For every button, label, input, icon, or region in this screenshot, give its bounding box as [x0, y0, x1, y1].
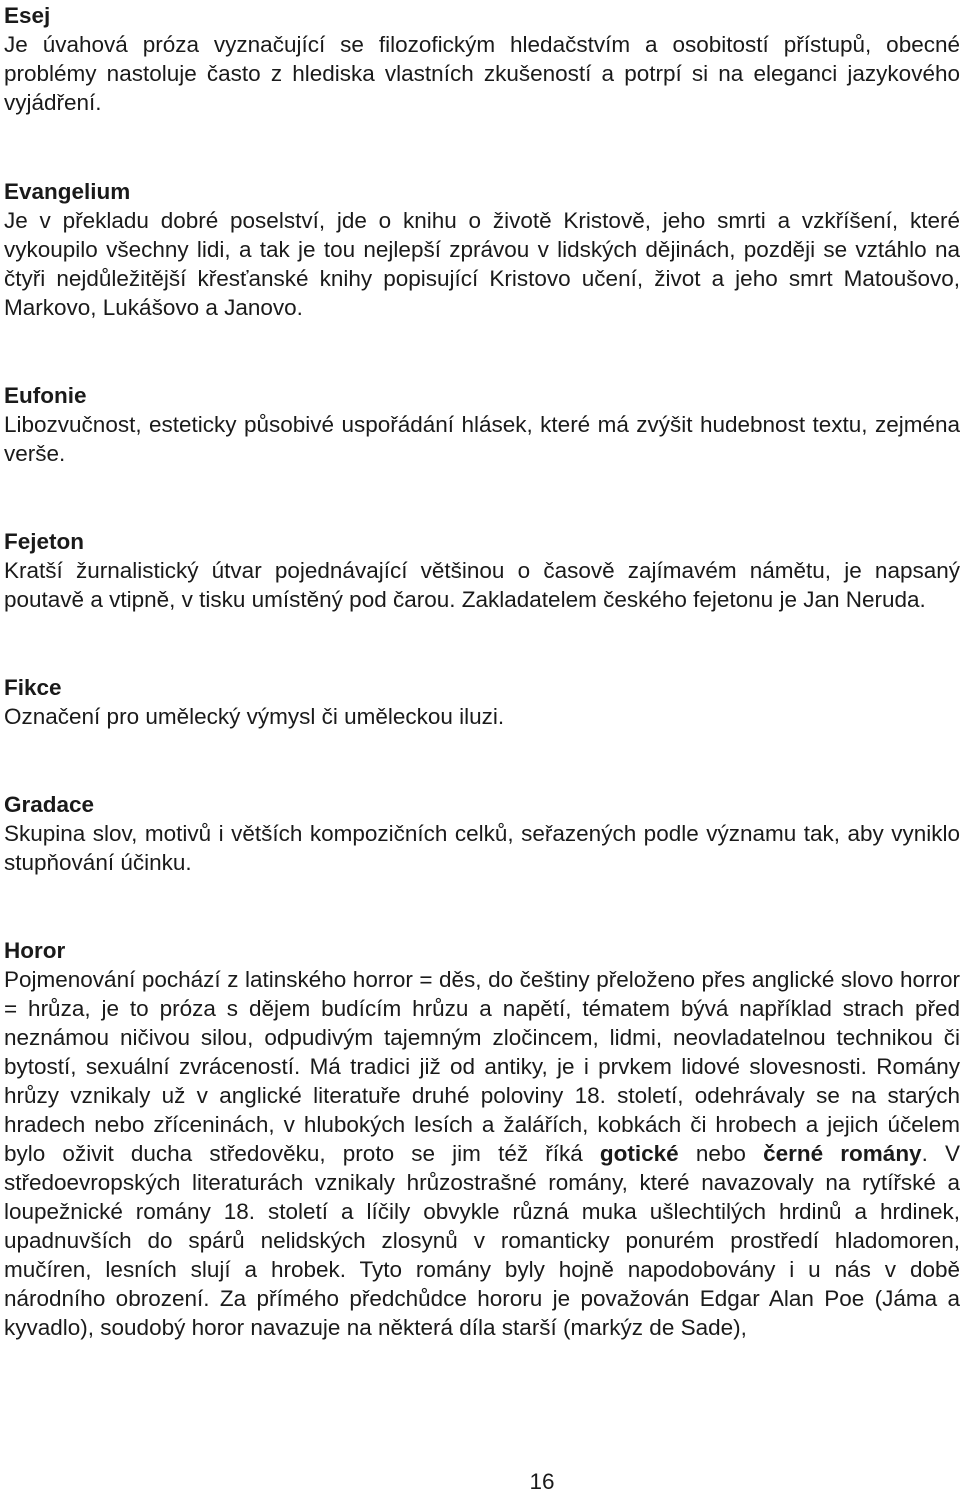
entry-definition: Libozvučnost, esteticky působivé uspořádání hlásek, které má zvýšit hudebnost textu, zejména verše.	[4, 412, 960, 466]
entry-eufonie	[4, 380, 960, 468]
entry-definition: Kratší žurnalistický útvar pojednávající většinou o časově zajímavém námětu, je napsaný poutavě a vtipně, v tisku umístěný pod čarou. Zakladatelem českého fejetonu je Jan Neruda.	[4, 558, 960, 612]
entry-definition: Je úvahová próza vyznačující se filozofickým hledačstvím a osobitostí přístupů, obecné problémy nastoluje často z hlediska vlastních zkušeností a potrpí si na eleganci jazykového vyjádření.	[4, 32, 960, 115]
entry-term: Evangelium	[4, 179, 131, 204]
glossary-page	[4, 0, 960, 1342]
definition-text: . V středoevropských literaturách vznikaly hrůzostrašné romány, které navazovaly na rytířské a loupežnické romány 18. století a líčily obvykle různá muka ušlechtilých hrdinů a hrdinek, upadnuvších do spárů nelidských zlosynů v romanticky ponurém prostředí hladomoren, mučíren, lesních slují a hrobek. Tyto romány byly hojně napodobovány i u nás v době národního obrození. Za přímého předchůdce hororu je považován Edgar Alan Poe (Jáma a kyvadlo), soudobý horor navazuje na některá díla starší (markýz de Sade),	[4, 1141, 960, 1340]
entry-definition: Označení pro umělecký výmysl či uměleckou iluzi.	[4, 704, 505, 729]
entry-term: Esej	[4, 3, 51, 28]
entry-term: Fejeton	[4, 529, 85, 554]
page-number: 16	[529, 1469, 555, 1494]
entry-definition	[4, 965, 960, 1342]
entry-definition: Je v překladu dobré poselství, jde o knihu o životě Kristově, jeho smrti a vzkříšení, které vykoupilo všechny lidi, a tak je tou nejlepší zprávou v lidských dějinách, později se vztáhlo na čtyři nejdůležitější křesťanské knihy popisující Kristovo učení, život a jeho smrt Matoušovo, Markovo, Lukášovo a Janovo.	[4, 208, 960, 320]
entry-fikce	[4, 672, 960, 731]
emphasis-gothic: gotické	[599, 1141, 679, 1166]
entry-definition: Skupina slov, motivů i větších kompozičních celků, seřazených podle významu tak, aby vyniklo stupňování účinku.	[4, 821, 960, 875]
emphasis-black-novels: černé romány	[763, 1141, 922, 1166]
entry-evangelium	[4, 176, 960, 322]
entry-fejeton	[4, 526, 960, 614]
entry-horor	[4, 935, 960, 1342]
entry-esej	[4, 0, 960, 117]
entry-term: Eufonie	[4, 383, 87, 408]
entry-gradace	[4, 789, 960, 877]
definition-text: nebo	[678, 1141, 764, 1166]
entry-term: Fikce	[4, 675, 62, 700]
entry-term: Horor	[4, 938, 66, 963]
definition-text: Pojmenování pochází z latinského horror = děs, do češtiny přeloženo přes anglické slovo horror = hrůza, je to próza s dějem budícím hrůzu a napětí, tématem bývá například strach před neznámou ničivou silou, odpudivým tajemným zločincem, lidmi, neovladatelnou technikou či bytostí, sexuální zvráceností. Má tradici již od antiky, je i prvkem lidové slovesnosti. Romány hrůzy vznikaly už v anglické literatuře druhé poloviny 18. století, odehrávaly se na starých hradech nebo zříceninách, v hlubokých lesích a žalářích, kobkách či hrobech a jejich účelem bylo oživit ducha středověku, proto se jim též říká	[4, 967, 960, 1166]
entry-term: Gradace	[4, 792, 95, 817]
